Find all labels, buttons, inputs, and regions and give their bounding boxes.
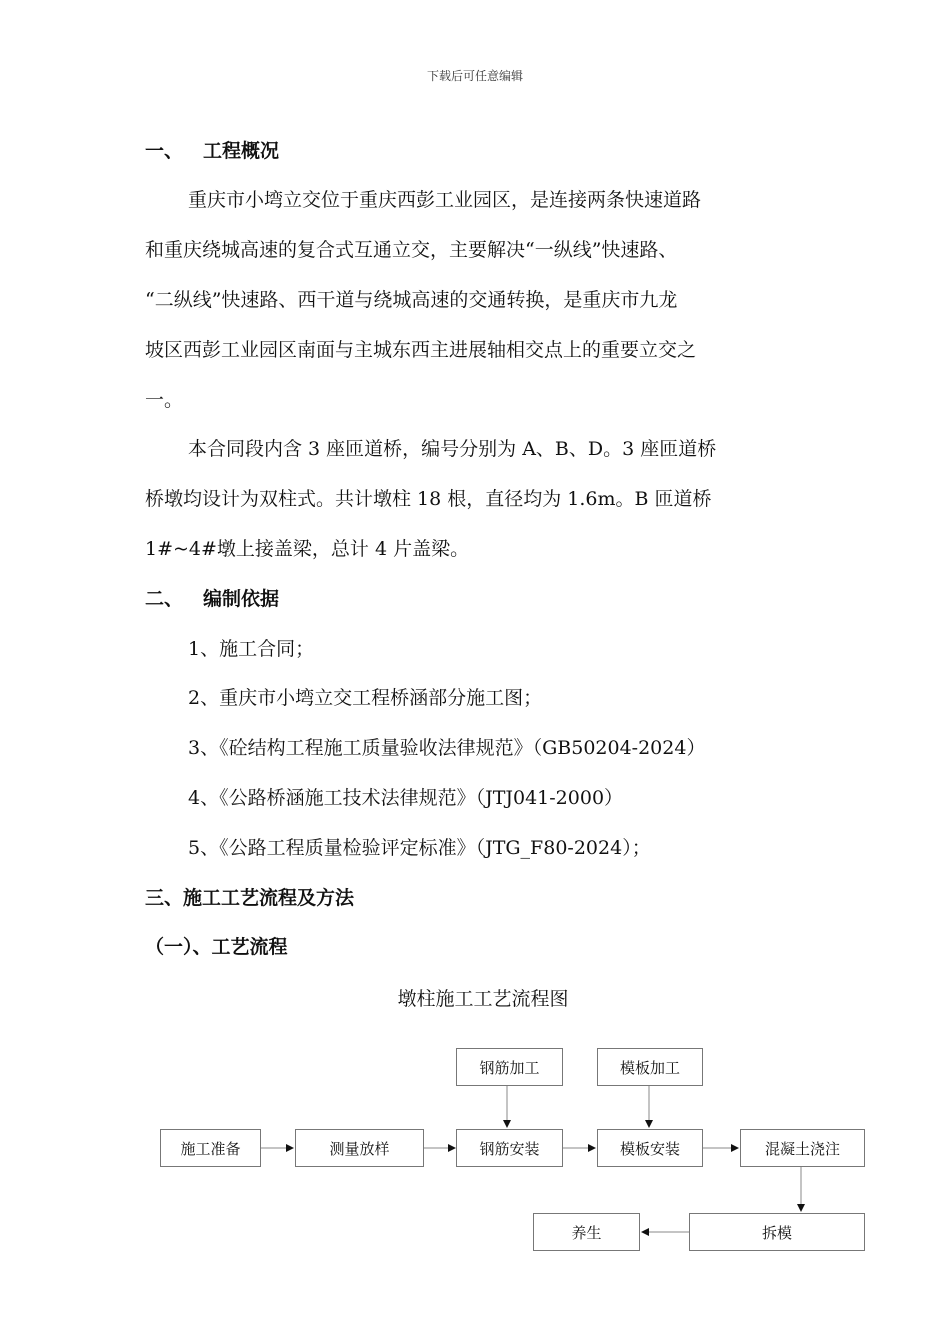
para2-line: 1#~4#墩上接盖梁，总计 4 片盖梁。 xyxy=(145,538,470,560)
para1-line: 一。 xyxy=(145,389,184,411)
header-note: 下载后可任意编辑 xyxy=(426,69,523,83)
section3-subheading: （一）、工艺流程 xyxy=(145,936,288,958)
basis-item: 1、施工合同； xyxy=(188,638,315,660)
section2-title: 编制依据 xyxy=(203,588,280,610)
basis-item: 4、《公路桥涵施工技术法律规范》（JTJ041-2000） xyxy=(188,787,624,809)
node-survey: 测量放样 xyxy=(295,1129,424,1167)
para2-line: 桥墩均设计为双柱式。共计墩柱 18 根，直径均为 1.6m。B 匝道桥 xyxy=(145,488,712,510)
node-curing: 养生 xyxy=(533,1213,640,1251)
node-formwork-processing: 模板加工 xyxy=(597,1048,703,1086)
node-rebar-install: 钢筋安装 xyxy=(456,1129,563,1167)
section3-heading: 三、施工工艺流程及方法 xyxy=(145,887,355,909)
basis-item: 3、《砼结构工程施工质量验收法律规范》（GB50204-2024） xyxy=(188,737,706,759)
flowchart-title: 墩柱施工工艺流程图 xyxy=(397,988,569,1010)
section1-title: 工程概况 xyxy=(203,140,280,162)
basis-item: 2、重庆市小塆立交工程桥涵部分施工图； xyxy=(188,687,543,709)
para2-line: 本合同段内含 3 座匝道桥，编号分别为 A、B、D。3 座匝道桥 xyxy=(188,438,717,460)
para1-line: “二纵线”快速路、西干道与绕城高速的交通转换，是重庆市九龙 xyxy=(145,289,678,311)
node-concrete-pour: 混凝土浇注 xyxy=(740,1129,865,1167)
basis-item: 5、《公路工程质量检验评定标准》（JTG_F80-2024）； xyxy=(188,837,651,859)
para1-line: 重庆市小塆立交位于重庆西彭工业园区，是连接两条快速道路 xyxy=(188,189,702,211)
node-rebar-processing: 钢筋加工 xyxy=(456,1048,563,1086)
node-formwork-install: 模板安装 xyxy=(597,1129,703,1167)
para1-line: 和重庆绕城高速的复合式互通立交，主要解决“一纵线”快速路、 xyxy=(145,239,678,261)
section1-number: 一、 xyxy=(145,140,184,162)
section2-number: 二、 xyxy=(145,588,184,610)
node-formwork-removal: 拆模 xyxy=(689,1213,865,1251)
para1-line: 坡区西彭工业园区南面与主城东西主进展轴相交点上的重要立交之 xyxy=(145,339,697,361)
node-preparation: 施工准备 xyxy=(160,1129,261,1167)
